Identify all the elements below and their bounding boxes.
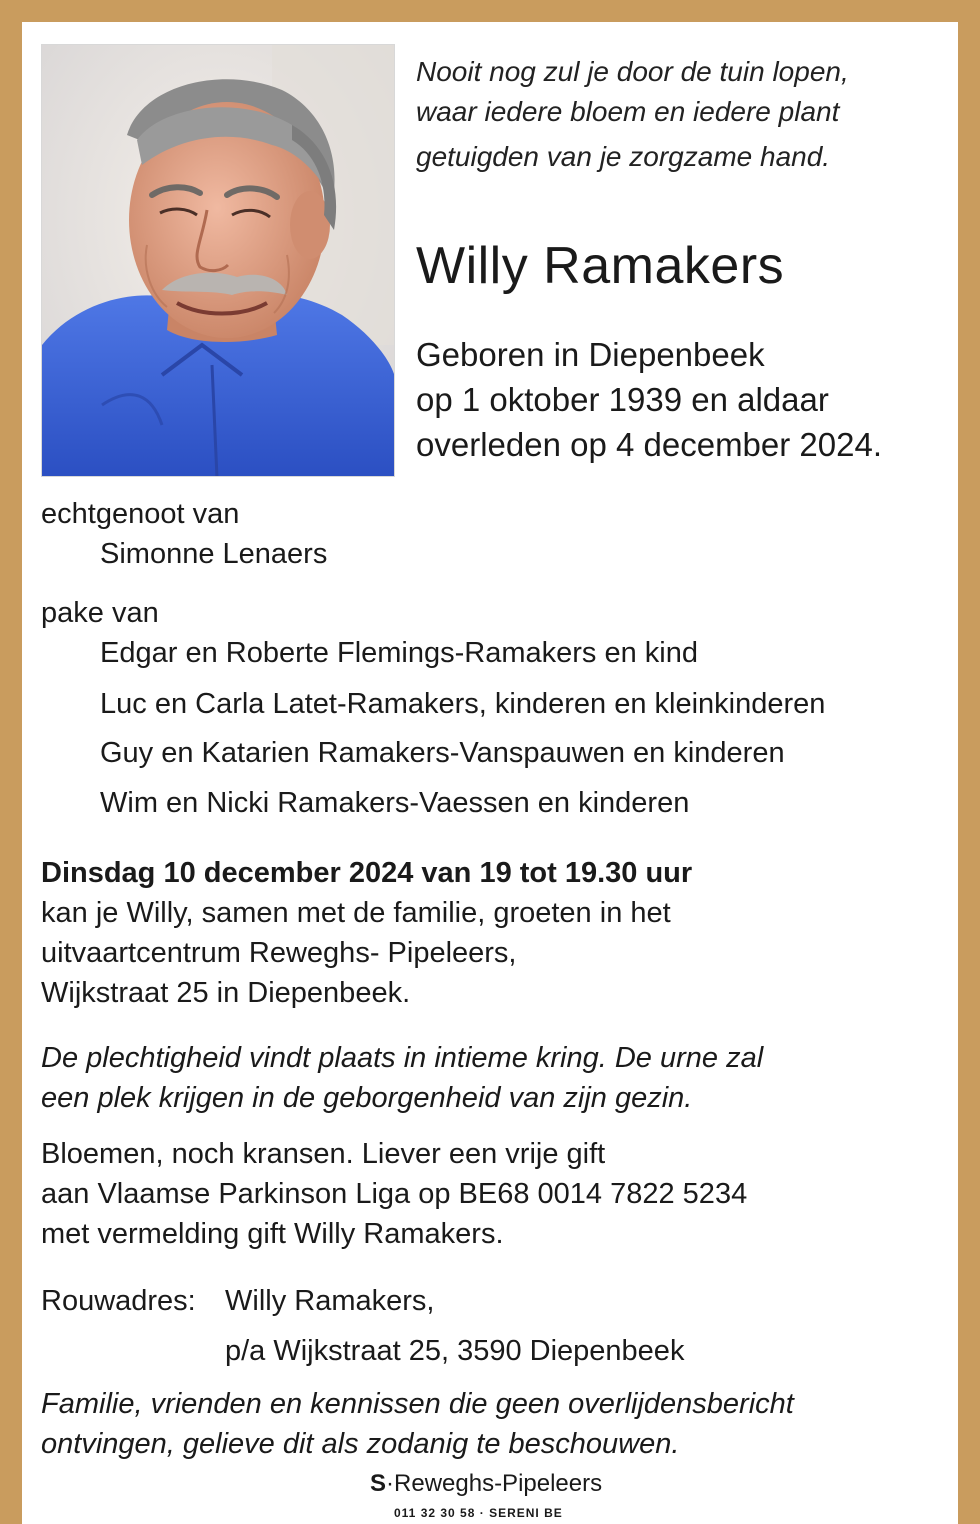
born-line-2: op 1 oktober 1939 en aldaar (416, 381, 829, 418)
family-line: Guy en Katarien Ramakers-Vanspauwen en kinderen (100, 737, 785, 769)
donation-line-2: aan Vlaamse Parkinson Liga op BE68 0014 7822 5234 (41, 1178, 748, 1210)
donation-line-1: Bloemen, noch kransen. Liever een vrije gift (41, 1138, 606, 1170)
family-line: Wim en Nicki Ramakers-Vaessen en kinderen (100, 787, 690, 819)
poem-line-2: waar iedere bloem en iedere plant (416, 96, 840, 127)
deceased-name: Willy Ramakers (416, 237, 785, 295)
family-line: Luc en Carla Latet-Ramakers, kinderen en kleinkinderen (100, 688, 826, 720)
closing-line-1: Familie, vrienden en kennissen die geen overlijdensbericht (41, 1388, 794, 1420)
portrait-illustration (42, 45, 395, 477)
closing-line-2: ontvingen, gelieve dit als zodanig te beschouwen. (41, 1428, 680, 1460)
visitation-line-3: Wijkstraat 25 in Diepenbeek. (41, 977, 411, 1009)
mourning-address-name: Willy Ramakers, (225, 1285, 435, 1317)
visitation-headline: Dinsdag 10 december 2024 van 19 tot 19.30 uur (41, 857, 693, 889)
poem-line-1: Nooit nog zul je door de tuin lopen, (416, 56, 849, 87)
funeral-home-contact: 011 32 30 58 · SERENI BE (394, 1506, 563, 1520)
funeral-home-footer (338, 1462, 642, 1524)
ceremony-line-1: De plechtigheid vindt plaats in intieme kring. De urne zal (41, 1042, 764, 1074)
grandfather-label: pake van (41, 597, 159, 629)
family-line: Edgar en Roberte Flemings-Ramakers en kind (100, 637, 698, 669)
visitation-line-1: kan je Willy, samen met de familie, groeten in het (41, 897, 671, 929)
funeral-home-name: ·Reweghs-Pipeleers (386, 1470, 603, 1497)
born-line-3: overleden op 4 december 2024. (416, 426, 882, 463)
visitation-line-2: uitvaartcentrum Reweghs- Pipeleers, (41, 937, 517, 969)
donation-line-3: met vermelding gift Willy Ramakers. (41, 1218, 504, 1250)
ceremony-line-2: een plek krijgen in de geborgenheid van zijn gezin. (41, 1082, 693, 1114)
poem-line-3: getuigden van je zorgzame hand. (416, 141, 831, 172)
born-line-1: Geboren in Diepenbeek (416, 336, 765, 373)
portrait-photo (41, 44, 395, 477)
spouse-label: echtgenoot van (41, 498, 240, 530)
mourning-address-label: Rouwadres: (41, 1285, 196, 1317)
spouse-name: Simonne Lenaers (100, 538, 328, 570)
funeral-home-brand (370, 1470, 602, 1498)
mourning-address-street: p/a Wijkstraat 25, 3590 Diepenbeek (225, 1335, 685, 1367)
funeral-home-logo-icon: S (370, 1470, 387, 1497)
